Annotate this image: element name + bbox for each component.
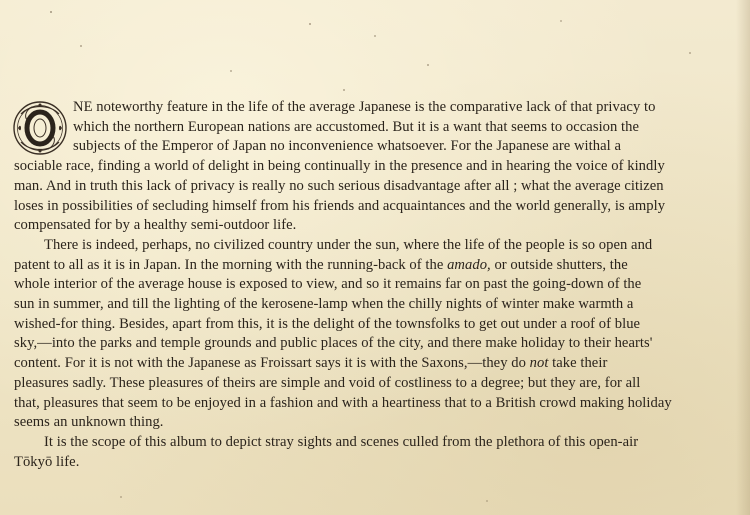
foxing-speck <box>309 23 311 25</box>
paragraph-1-line-5: man. And in truth this lack of privacy is really no such serious disadvantage after all ; what the average citizen <box>14 177 664 194</box>
paragraph-1-line-2: which the northern European nations are accustomed. But it is a want that seems to occasion the <box>73 118 640 135</box>
paragraph-2-line-6: sky,—into the parks and temple grounds and public places of the city, and there make holiday to their hearts' <box>14 335 653 352</box>
paragraph-2-line-7: content. For it is not with the Japanese as Froissart says it is with the Saxons,—they do not take their <box>14 355 608 372</box>
foxing-speck <box>50 11 52 13</box>
first-word-rest: NE <box>73 99 93 115</box>
foxing-speck <box>374 35 376 37</box>
paragraph-2-line-4: sun in summer, and till the lighting of the kerosene-lamp when the chilly nights of winter make warmth a <box>14 296 634 313</box>
paragraph-2-line-5: wished-for thing. Besides, apart from this, it is the delight of the townsfolks to get out under a roof of blue <box>14 315 641 332</box>
paragraph-2-line-2: patent to all as it is in Japan. In the morning with the running-back of the amado, or outside shutters, the <box>14 256 628 273</box>
foxing-speck <box>343 89 345 91</box>
paragraph-3-line-1: It is the scope of this album to depict stray sights and scenes culled from the plethora of this open-air <box>44 433 639 450</box>
foxing-speck <box>560 20 562 22</box>
paragraph-1-line-3: subjects of the Emperor of Japan no inconvenience whatsoever. For the Japanese are withal a <box>73 138 621 155</box>
ornamental-initial-o-icon <box>12 100 68 156</box>
foxing-speck <box>486 500 488 502</box>
foxing-speck <box>427 64 429 66</box>
page-edge-shadow <box>736 0 750 515</box>
foxing-speck <box>80 45 82 47</box>
paragraph-1-line-6: loses in possibilities of secluding himself from his friends and acquaintances and the world generally, is amply <box>14 197 666 214</box>
paragraph-2-line-10: seems an unknown thing. <box>14 414 164 431</box>
paragraph-2-line-1: There is indeed, perhaps, no civilized country under the sun, where the life of the people is so open and <box>44 236 653 253</box>
paragraph-1-line-4: sociable race, finding a world of delight in being continually in the presence and in hearing the voice of kindly <box>14 158 665 175</box>
paragraph-3 <box>14 433 733 472</box>
foxing-speck <box>230 70 232 72</box>
body-text <box>14 98 733 472</box>
foxing-speck <box>120 496 122 498</box>
paragraph-1-line-1: NE noteworthy feature in the life of the average Japanese is the comparative lack of that privacy to <box>73 99 656 115</box>
paragraph-1 <box>14 98 733 236</box>
italic-word-not: not <box>529 355 549 372</box>
paragraph-1-line-7: compensated for by a healthy semi-outdoor life. <box>14 217 297 234</box>
italic-term-amado: amado, <box>447 256 491 273</box>
paragraph-3-line-2: Tōkyō life. <box>14 453 80 470</box>
foxing-speck <box>689 52 691 54</box>
paragraph-2-line-8: pleasures sadly. These pleasures of theirs are simple and void of costliness to a degree; but they are, for all <box>14 374 641 391</box>
paragraph-2-line-3: whole interior of the average house is exposed to view, and so it remains far on past the going-down of the <box>14 276 642 293</box>
paragraph-2-line-9: that, pleasures that seem to be enjoyed in a fashion and with a heartiness that to a British crowd making holiday <box>14 394 672 411</box>
paragraph-2 <box>14 236 733 433</box>
